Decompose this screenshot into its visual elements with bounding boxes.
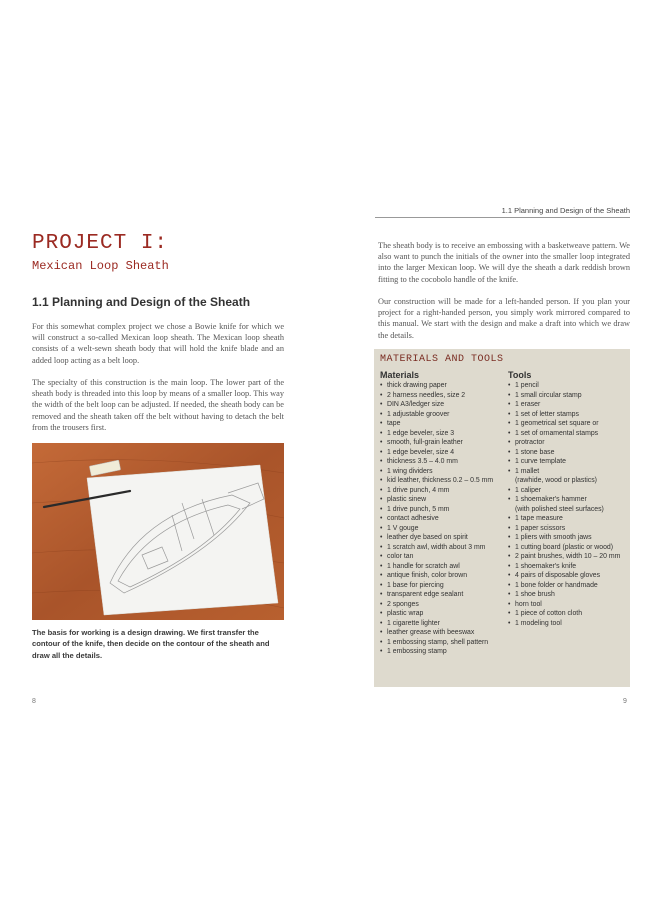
bullet: • bbox=[508, 382, 511, 389]
material-item-label: kid leather, thickness 0.2 – 0.5 mm bbox=[387, 477, 494, 484]
tools-heading: Tools bbox=[508, 370, 532, 380]
tool-item bbox=[508, 619, 620, 629]
tool-item bbox=[508, 457, 620, 467]
bullet: • bbox=[380, 600, 383, 608]
material-item bbox=[380, 524, 493, 534]
bullet: • bbox=[380, 534, 383, 541]
bullet: • bbox=[508, 591, 511, 598]
bullet: • bbox=[380, 458, 383, 465]
bullet: • bbox=[380, 515, 383, 522]
material-item bbox=[380, 590, 493, 600]
bullet: • bbox=[508, 610, 511, 617]
tool-item bbox=[508, 495, 620, 505]
bullet: • bbox=[380, 648, 383, 655]
tool-item-label: 1 set of ornamental stamps bbox=[515, 429, 599, 437]
tool-item bbox=[508, 419, 620, 429]
material-item-label: thick drawing paper bbox=[387, 382, 447, 389]
tool-item-label: horn tool bbox=[515, 600, 542, 608]
tools-list bbox=[508, 381, 620, 628]
material-item bbox=[380, 628, 493, 638]
material-item-label: plastic wrap bbox=[387, 610, 424, 617]
material-item-label: 2 sponges bbox=[387, 600, 419, 608]
page-number-left: 8 bbox=[32, 698, 36, 705]
material-item bbox=[380, 571, 493, 581]
tool-item-label: 1 stone base bbox=[515, 448, 555, 456]
bullet: • bbox=[508, 410, 511, 418]
material-item bbox=[380, 448, 493, 458]
bullet: • bbox=[380, 448, 383, 456]
bullet: • bbox=[508, 534, 511, 541]
material-item bbox=[380, 457, 493, 467]
tool-item bbox=[508, 581, 620, 591]
tool-item-label: 1 bone folder or handmade bbox=[515, 581, 598, 589]
material-item-label: 1 scratch awl, width about 3 mm bbox=[387, 543, 486, 551]
material-item bbox=[380, 600, 493, 610]
material-item bbox=[380, 400, 493, 410]
bullet: • bbox=[380, 410, 383, 418]
material-item bbox=[380, 476, 493, 486]
tool-item bbox=[508, 400, 620, 410]
page-number-right: 9 bbox=[623, 698, 627, 705]
bullet: • bbox=[508, 439, 511, 446]
material-item bbox=[380, 381, 493, 391]
material-item-label: plastic sinew bbox=[387, 496, 427, 503]
material-item-label: color tan bbox=[387, 553, 414, 560]
bullet: • bbox=[508, 562, 511, 570]
material-item bbox=[380, 505, 493, 515]
tool-item-label: 1 shoe brush bbox=[515, 591, 555, 598]
material-item bbox=[380, 438, 493, 448]
bullet: • bbox=[508, 391, 511, 399]
bullet: • bbox=[508, 448, 511, 456]
running-head: 1.1 Planning and Design of the Sheath bbox=[501, 206, 630, 215]
material-item-label: 1 edge beveler, size 3 bbox=[387, 429, 455, 437]
tool-item bbox=[508, 410, 620, 420]
material-item-label: 1 edge beveler, size 4 bbox=[387, 448, 455, 456]
material-item bbox=[380, 619, 493, 629]
bullet: • bbox=[380, 562, 383, 570]
tool-item-label: 1 shoemaker's hammer bbox=[515, 496, 587, 503]
tool-item bbox=[508, 467, 620, 477]
running-head-rule bbox=[375, 217, 630, 218]
material-item bbox=[380, 581, 493, 591]
material-item bbox=[380, 467, 493, 477]
tool-item bbox=[508, 381, 620, 391]
material-item bbox=[380, 562, 493, 572]
paragraph-embossing: The sheath body is to receive an embossing with a basketweave pattern. We also want to punch the initials of the owner into the smaller loop integrated into the larger Mexican loop. We will dye the sheath a dark reddish brown fitting to the cocobolo handle of the knife. bbox=[378, 241, 630, 284]
bullet: • bbox=[508, 524, 511, 532]
material-item-label: 1 embossing stamp, shell pattern bbox=[387, 638, 489, 646]
material-item bbox=[380, 486, 493, 496]
photo-caption: The basis for working is a design drawing. We first transfer the contour of the knife, then decide on the contour of the sheath and draw all the details. bbox=[32, 628, 270, 660]
bullet: • bbox=[380, 638, 383, 646]
materials-list bbox=[380, 381, 493, 657]
tool-item-label: 1 pliers with smooth jaws bbox=[515, 534, 592, 541]
bullet: • bbox=[380, 524, 383, 532]
bullet: • bbox=[380, 505, 383, 513]
tool-item-label: 1 paper scissors bbox=[515, 524, 566, 532]
bullet: • bbox=[508, 581, 511, 589]
material-item-label: 1 cigarette lighter bbox=[387, 619, 440, 627]
material-item-label: DIN A3/ledger size bbox=[387, 401, 445, 408]
paragraph-specialty: The specialty of this construction is the main loop. The lower part of the sheath body is threaded into this loop by means of a smaller loop. This way the width of the belt loop can be adjusted. If needed, the sheath body can be removed and the sheath taken off the belt without having to detach the belt from the trousers first. bbox=[32, 378, 284, 432]
bullet: • bbox=[380, 553, 383, 560]
tool-item-label: 1 pencil bbox=[515, 382, 539, 389]
bullet: • bbox=[380, 382, 383, 389]
bullet: • bbox=[380, 391, 383, 399]
drawing-paper bbox=[87, 465, 278, 615]
material-item-label: smooth, full-grain leather bbox=[387, 439, 463, 446]
material-item bbox=[380, 391, 493, 401]
tool-item-label: 2 paint brushes, width 10 – 20 mm bbox=[515, 553, 621, 560]
project-title: PROJECT I: bbox=[32, 232, 169, 255]
bullet: • bbox=[380, 610, 383, 617]
bullet: • bbox=[508, 429, 511, 437]
bullet: • bbox=[508, 401, 511, 408]
bullet: • bbox=[508, 543, 511, 551]
tool-item-label: protractor bbox=[515, 439, 545, 446]
design-drawing-photo bbox=[32, 443, 284, 620]
material-item bbox=[380, 533, 493, 543]
material-item bbox=[380, 495, 493, 505]
tool-item-label: 1 curve template bbox=[515, 458, 566, 465]
tool-item-label: 1 cutting board (plastic or wood) bbox=[515, 543, 614, 551]
bullet: • bbox=[508, 467, 511, 475]
bullet: • bbox=[508, 496, 511, 503]
bullet: • bbox=[508, 486, 511, 494]
material-item bbox=[380, 647, 493, 657]
material-item-label: contact adhesive bbox=[387, 515, 439, 522]
tool-item bbox=[508, 438, 620, 448]
material-item-label: 1 base for piercing bbox=[387, 581, 444, 589]
tool-item-label: 1 geometrical set square or bbox=[515, 420, 599, 427]
material-item bbox=[380, 609, 493, 619]
tool-item bbox=[508, 533, 620, 543]
tool-item-label: (with polished steel surfaces) bbox=[515, 505, 604, 513]
material-item-label: 1 handle for scratch awl bbox=[387, 562, 460, 570]
material-item bbox=[380, 638, 493, 648]
material-item-label: leather grease with beeswax bbox=[387, 629, 475, 636]
material-item-label: 1 V gouge bbox=[387, 524, 419, 532]
section-title: 1.1 Planning and Design of the Sheath bbox=[32, 295, 251, 309]
tool-item-label: 1 caliper bbox=[515, 486, 542, 494]
paragraph-intro: For this somewhat complex project we chose a Bowie knife for which we will construct a so-called Mexican loop sheath. The Mexican loop sheath consists of a welt-sewn sheath body that will hold the knife blade and an added loop acting as a belt loop. bbox=[32, 322, 284, 365]
tool-item-label: 1 set of letter stamps bbox=[515, 410, 579, 418]
bullet: • bbox=[380, 581, 383, 589]
material-item-label: 1 drive punch, 5 mm bbox=[387, 505, 450, 513]
material-item-label: antique finish, color brown bbox=[387, 572, 468, 579]
material-item-label: 2 harness needles, size 2 bbox=[387, 391, 466, 399]
bullet: • bbox=[380, 429, 383, 437]
material-item-label: 1 drive punch, 4 mm bbox=[387, 486, 450, 494]
bullet: • bbox=[508, 420, 511, 427]
tool-item bbox=[508, 514, 620, 524]
material-item bbox=[380, 514, 493, 524]
tool-item-label: 4 pairs of disposable gloves bbox=[515, 572, 601, 579]
tool-item bbox=[508, 476, 620, 486]
tool-item bbox=[508, 391, 620, 401]
tool-item bbox=[508, 543, 620, 553]
material-item-label: thickness 3.5 – 4.0 mm bbox=[387, 458, 458, 465]
tool-item-label: 1 tape measure bbox=[515, 515, 563, 522]
material-item bbox=[380, 410, 493, 420]
material-item-label: transparent edge sealant bbox=[387, 591, 464, 598]
tool-item bbox=[508, 448, 620, 458]
bullet: • bbox=[380, 420, 383, 427]
bullet: • bbox=[380, 401, 383, 408]
material-item-label: leather dye based on spirit bbox=[387, 534, 468, 541]
material-item-label: 1 adjustable groover bbox=[387, 410, 450, 418]
material-item bbox=[380, 429, 493, 439]
bullet: • bbox=[508, 619, 511, 627]
bullet: • bbox=[380, 486, 383, 494]
bullet: • bbox=[380, 543, 383, 551]
tool-item bbox=[508, 590, 620, 600]
material-item bbox=[380, 419, 493, 429]
materials-tools-box bbox=[374, 349, 630, 687]
tool-item bbox=[508, 562, 620, 572]
bullet: • bbox=[508, 515, 511, 522]
tool-item bbox=[508, 571, 620, 581]
tool-item bbox=[508, 429, 620, 439]
box-title: MATERIALS AND TOOLS bbox=[380, 354, 504, 365]
bullet: • bbox=[380, 477, 383, 484]
material-item-label: 1 wing dividers bbox=[387, 467, 433, 475]
tool-item-label: 1 piece of cotton cloth bbox=[515, 610, 583, 617]
tool-item-label: 1 mallet bbox=[515, 467, 540, 475]
bullet: • bbox=[380, 619, 383, 627]
bullet: • bbox=[508, 553, 511, 560]
tool-item bbox=[508, 609, 620, 619]
bullet: • bbox=[508, 600, 511, 608]
material-item-label: tape bbox=[387, 420, 401, 427]
tool-item-label: (rawhide, wood or plastics) bbox=[515, 477, 597, 484]
material-item bbox=[380, 543, 493, 553]
bullet: • bbox=[380, 467, 383, 475]
bullet: • bbox=[380, 591, 383, 598]
tool-item-label: 1 eraser bbox=[515, 401, 541, 408]
material-item bbox=[380, 552, 493, 562]
bullet: • bbox=[380, 439, 383, 446]
bullet: • bbox=[508, 458, 511, 465]
tool-item-label: 1 shoemaker's knife bbox=[515, 562, 577, 570]
photo-illustration bbox=[32, 443, 284, 620]
tool-item bbox=[508, 552, 620, 562]
tool-item bbox=[508, 600, 620, 610]
bullet: • bbox=[380, 496, 383, 503]
tool-item bbox=[508, 524, 620, 534]
material-item-label: 1 embossing stamp bbox=[387, 648, 447, 655]
tool-item-label: 1 modeling tool bbox=[515, 619, 562, 627]
bullet: • bbox=[380, 629, 383, 636]
bullet: • bbox=[380, 572, 383, 579]
tool-item bbox=[508, 486, 620, 496]
tool-item-label: 1 small circular stamp bbox=[515, 391, 582, 399]
project-subtitle: Mexican Loop Sheath bbox=[32, 259, 169, 273]
tool-item bbox=[508, 505, 620, 515]
paragraph-left-handed: Our construction will be made for a left-handed person. If you plan your project for a right-handed person, you simply work mirrored compared to this manual. We start with the design and make a draft into which we draw the details. bbox=[378, 297, 630, 340]
right-page bbox=[330, 0, 660, 900]
bullet: • bbox=[508, 572, 511, 579]
materials-heading: Materials bbox=[380, 370, 420, 380]
